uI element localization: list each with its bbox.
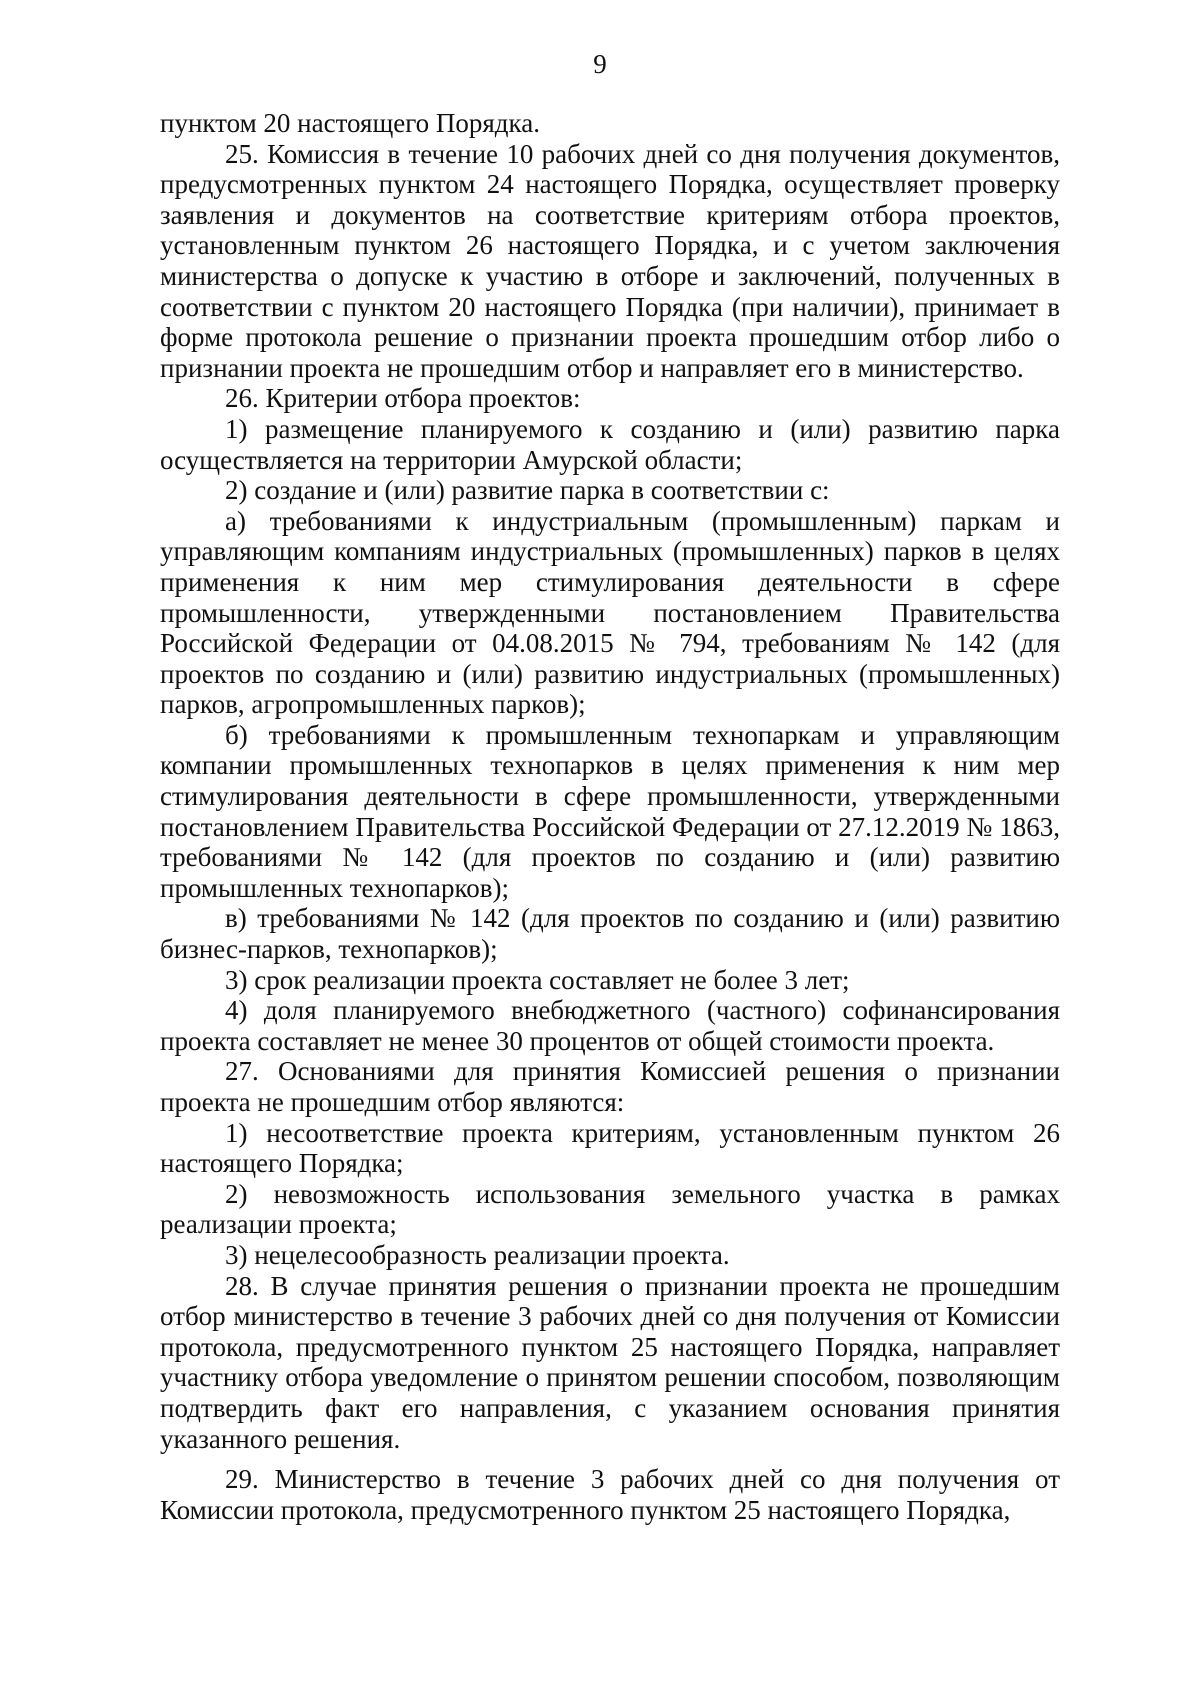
paragraph-29: 29. Министерство в течение 3 рабочих дней со дня получения от Комиссии протокола, предусмотренного пунктом 25 настоящего Порядка,	[160, 1464, 1060, 1525]
criterion-2a: а) требованиями к индустриальным (промышленным) паркам и управляющим компаниям индустриальных (промышленных) парков в целях применения к ним мер стимулирования деятельности в сфере промышленности, утвержденными постановлением Правительства Российской Федерации от 04.08.2015 № 794, требованиям № 142 (для проектов по созданию и (или) развитию индустриальных (промышленных) парков, агропромышленных парков);	[160, 505, 1060, 720]
paragraph-25: 25. Комиссия в течение 10 рабочих дней со дня получения документов, предусмотренных пунктом 24 настоящего Порядка, осуществляет проверку заявления и документов на соответствие критериям отбора проектов, установленным пунктом 26 настоящего Порядка, и с учетом заключения министерства о допуске к участию в отборе и заключений, полученных в соответствии с пунктом 20 настоящего Порядка (при наличии), принимает в форме протокола решение о признании проекта прошедшим отбор либо о признании проекта не прошедшим отбор и направляет его в министерство.	[160, 138, 1060, 383]
document-body	[160, 108, 1060, 1525]
criterion-2v: в) требованиями № 142 (для проектов по созданию и (или) развитию бизнес-парков, технопарков);	[160, 903, 1060, 965]
criterion-4: 4) доля планируемого внебюджетного (частного) софинансирования проекта составляет не менее 30 процентов от общей стоимости проекта.	[160, 995, 1060, 1056]
rejection-ground-1: 1) несоответствие проекта критериям, установленным пунктом 26 настоящего Порядка;	[160, 1117, 1060, 1179]
page-number: 9	[593, 49, 607, 79]
criterion-1: 1) размещение планируемого к созданию и (или) развитию парка осуществляется на территории Амурской области;	[160, 413, 1060, 475]
criterion-3: 3) срок реализации проекта составляет не более 3 лет;	[225, 964, 850, 995]
paragraph-26-heading: 26. Критерии отбора проектов:	[225, 383, 581, 414]
paragraph-28: 28. В случае принятия решения о признании проекта не прошедшим отбор министерство в течение 3 рабочих дней со дня получения от Комиссии протокола, предусмотренного пунктом 25 настоящего Порядка, направляет участнику отбора уведомление о принятом решении способом, позволяющим подтвердить факт его направления, с указанием основания принятия указанного решения.	[160, 1270, 1060, 1454]
rejection-ground-3: 3) нецелесообразность реализации проекта.	[225, 1239, 730, 1270]
criterion-2: 2) создание и (или) развитие парка в соответствии с:	[225, 475, 830, 506]
paragraph-27: 27. Основаниями для принятия Комиссией решения о признании проекта не прошедшим отбор являются:	[160, 1056, 1060, 1117]
rejection-ground-2: 2) невозможность использования земельного участка в рамках реализации проекта;	[160, 1178, 1060, 1240]
paragraph-continuation: пунктом 20 настоящего Порядка.	[160, 108, 540, 138]
criterion-2b: б) требованиями к промышленным технопаркам и управляющим компании промышленных технопарков в целях применения к ним мер стимулирования деятельности в сфере промышленности, утвержденными постановлением Правительства Российской Федерации от 27.12.2019 № 1863, требованиями № 142 (для проектов по созданию и (или) развитию промышленных технопарков);	[160, 719, 1060, 903]
